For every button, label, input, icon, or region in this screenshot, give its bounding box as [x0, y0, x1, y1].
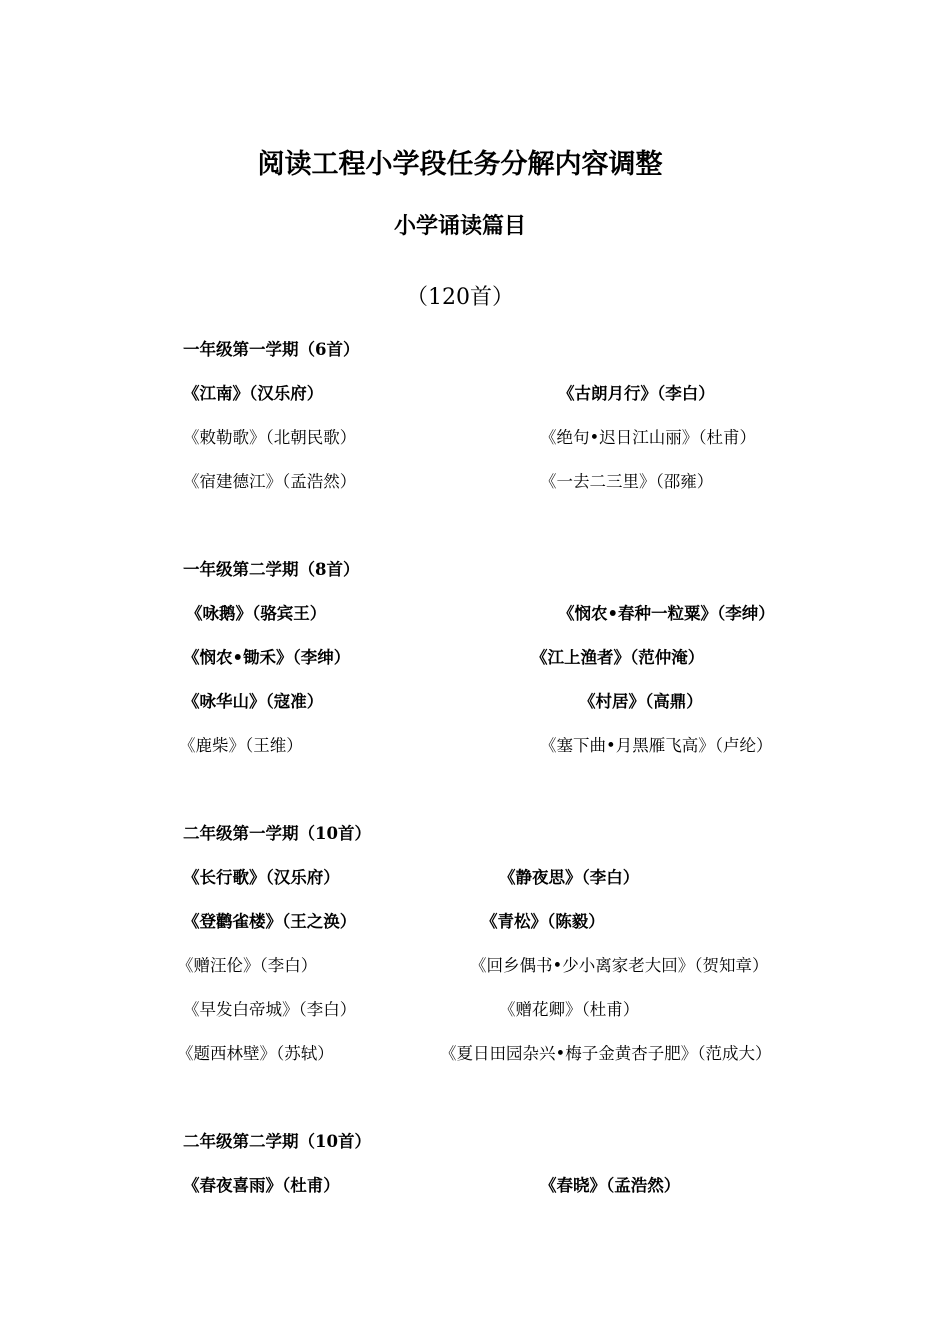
poem-entry: 《鹿柴》（王维） [179, 736, 303, 755]
section-heading: 一年级第一学期（6首） [183, 340, 360, 359]
poem-entry: 《江南》（汉乐府） [183, 384, 324, 403]
poem-entry: 《登鹳雀楼》（王之涣） [183, 912, 357, 931]
poem-entry: 《宿建德江》（孟浩然） [183, 472, 357, 491]
poem-entry: 《塞下曲•月黑雁飞高》（卢纶） [540, 736, 773, 755]
poem-entry: 《夏日田园杂兴•梅子金黄杏子肥》（范成大） [440, 1044, 772, 1063]
poem-entry: 《静夜思》（李白） [499, 868, 640, 887]
poem-entry: 《长行歌》（汉乐府） [183, 868, 340, 887]
poem-entry: 《咏华山》（寇准） [183, 692, 324, 711]
poem-entry: 《春夜喜雨》（杜甫） [183, 1176, 340, 1195]
poem-entry: 《早发白帝城》（李白） [183, 1000, 357, 1019]
page-title: 阅读工程小学段任务分解内容调整 [257, 149, 663, 180]
section-heading: 二年级第一学期（10首） [183, 824, 371, 843]
page-subtitle: 小学诵读篇目 [393, 214, 526, 239]
section-heading: 一年级第二学期（8首） [183, 560, 360, 579]
poem-entry: 《春晓》（孟浩然） [540, 1176, 681, 1195]
poem-entry: 《青松》（陈毅） [481, 912, 605, 931]
poem-entry: 《一去二三里》（邵雍） [540, 472, 714, 491]
poem-entry: 《绝句•迟日江山丽》（杜甫） [540, 428, 756, 447]
section-heading: 二年级第二学期（10首） [183, 1132, 371, 1151]
poem-entry: 《回乡偶书•少小离家老大回》（贺知章） [470, 956, 769, 975]
poem-entry: 《村居》（高鼎） [579, 692, 703, 711]
poem-entry: 《悯农•春种一粒粟》（李绅） [558, 604, 775, 623]
poem-entry: 《咏鹅》（骆宾王） [186, 604, 327, 623]
poem-entry: 《江上渔者》（范仲淹） [531, 648, 705, 667]
poem-entry: 《敕勒歌》（北朝民歌） [183, 428, 357, 447]
poem-entry: 《题西林壁》（苏轼） [177, 1044, 334, 1063]
poem-entry: 《赠汪伦》（李白） [177, 956, 318, 975]
poem-entry: 《悯农•锄禾》（李绅） [183, 648, 351, 667]
poem-count: （120首） [406, 285, 514, 310]
poem-entry: 《赠花卿》（杜甫） [499, 1000, 640, 1019]
poem-entry: 《古朗月行》（李白） [558, 384, 715, 403]
